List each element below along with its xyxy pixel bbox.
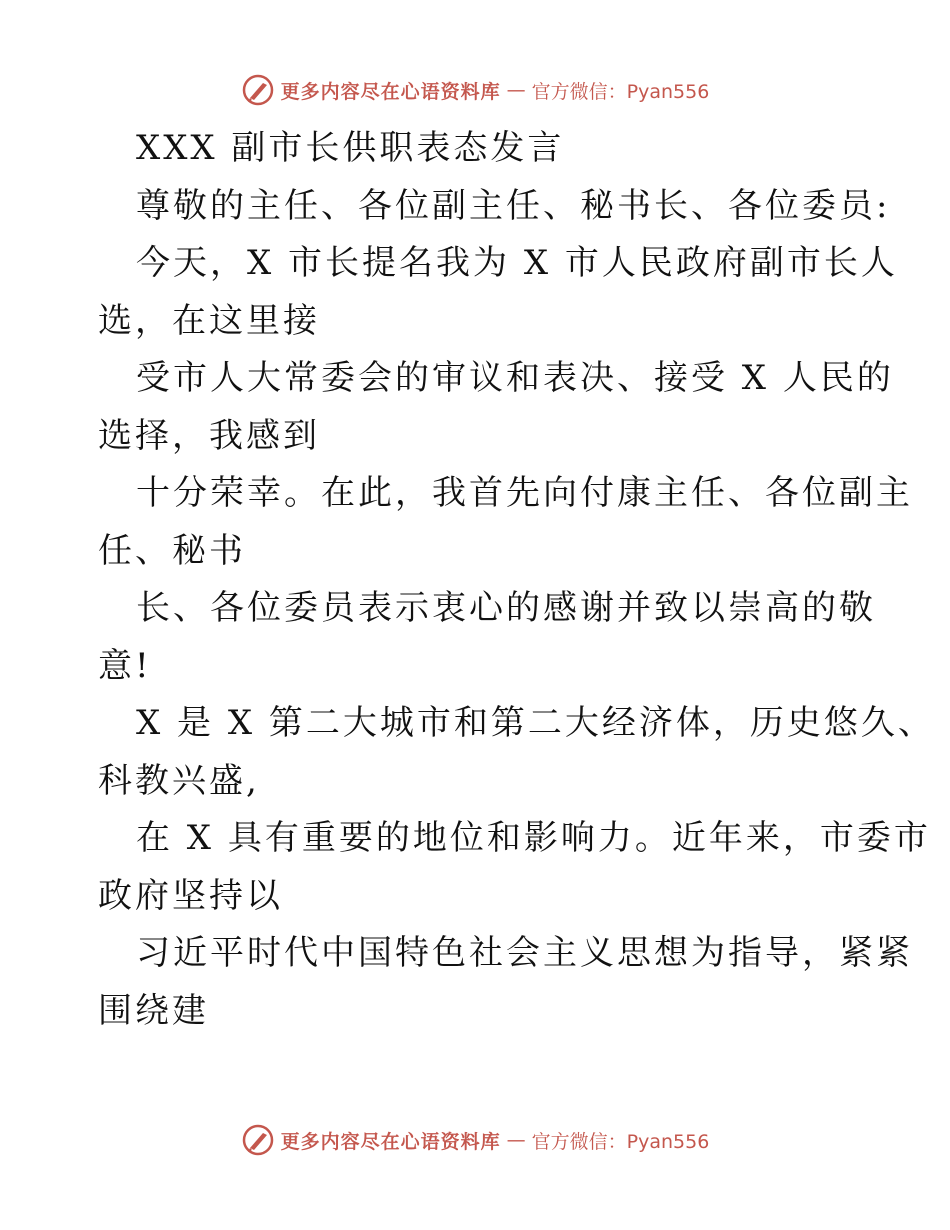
paragraph-line: 习近平时代中国特色社会主义思想为指导，紧紧 xyxy=(136,933,913,973)
paragraph-line: 意! xyxy=(98,645,152,686)
paragraph-line: 围绕建 xyxy=(98,990,209,1031)
paragraph-line: 选，在这里接 xyxy=(98,300,320,341)
paragraph-line: 今天，X 市长提名我为 X 市人民政府副市长人 xyxy=(136,243,898,283)
paragraph-line: 选择，我感到 xyxy=(98,415,320,456)
banner-sub-text: 官方微信：Pyan556 xyxy=(531,80,710,103)
footer-banner xyxy=(0,1120,950,1160)
banner-dash: — xyxy=(506,79,526,101)
header-banner xyxy=(0,70,950,110)
paragraph-line: X 是 X 第二大城市和第二大经济体，历史悠久、 xyxy=(136,703,935,743)
paragraph-line: 科教兴盛, xyxy=(98,760,260,801)
quill-pen-logo-icon xyxy=(241,1123,275,1157)
banner-main-text: 更多内容尽在心语资料库 xyxy=(280,80,501,103)
document-title: XXX 副市长供职表态发言 xyxy=(136,128,565,168)
paragraph-line: 十分荣幸。在此，我首先向付康主任、各位副主 xyxy=(136,473,913,513)
paragraph-line: 长、各位委员表示衷心的感谢并致以崇高的敬 xyxy=(136,588,876,628)
salutation-line: 尊敬的主任、各位副主任、秘书长、各位委员: xyxy=(136,185,891,226)
paragraph-line: 政府坚持以 xyxy=(98,875,283,916)
paragraph-line: 任、秘书 xyxy=(98,530,246,571)
quill-pen-logo-icon xyxy=(241,73,275,107)
paragraph-line: 在 X 具有重要的地位和影响力。近年来，市委市 xyxy=(136,818,931,858)
paragraph-line: 受市人大常委会的审议和表决、接受 X 人民的 xyxy=(136,358,894,398)
banner-sub-text: 官方微信：Pyan556 xyxy=(531,1130,710,1153)
document-body xyxy=(98,120,935,1040)
banner-main-text: 更多内容尽在心语资料库 xyxy=(280,1130,501,1153)
banner-dash: — xyxy=(506,1129,526,1151)
